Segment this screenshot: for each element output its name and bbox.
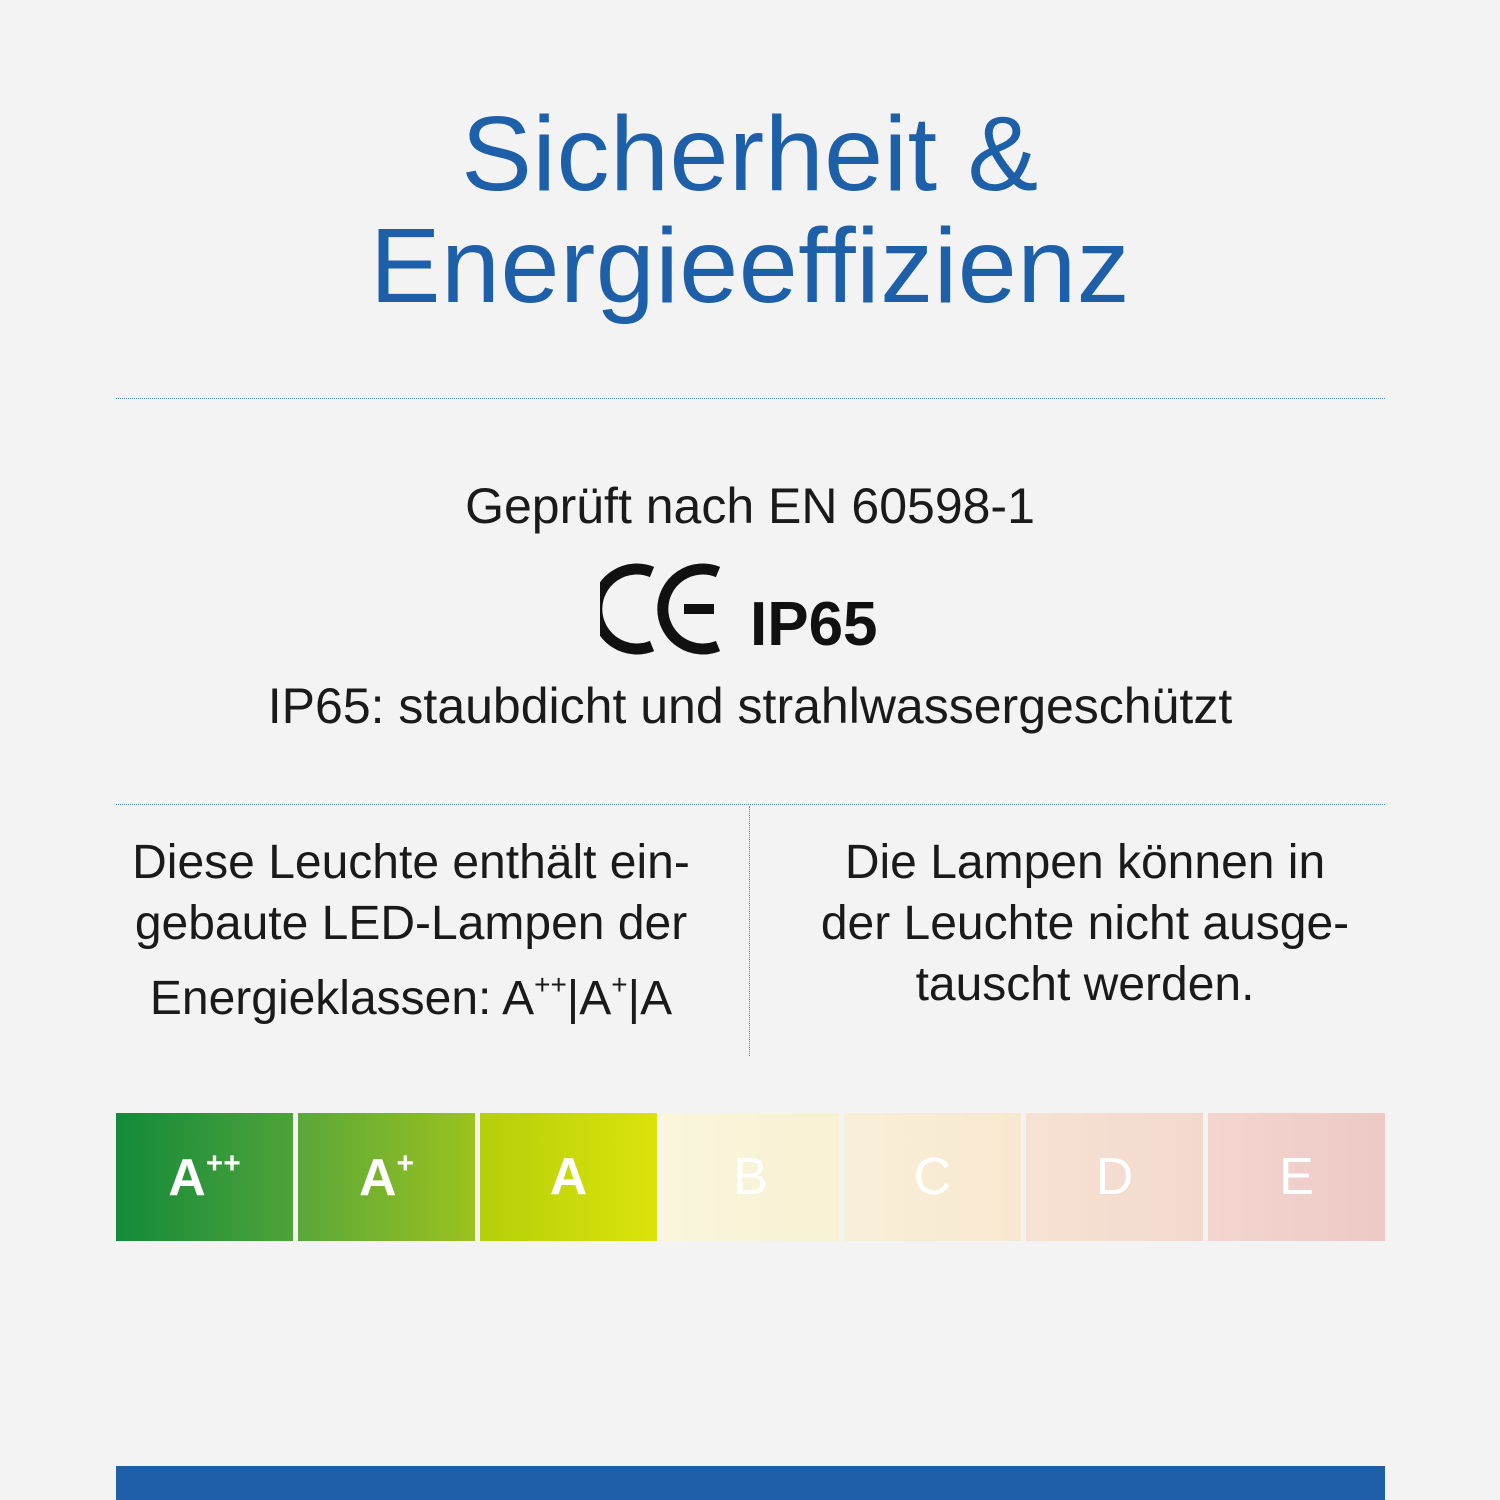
energy-class-e [1208,1113,1385,1241]
energy-class-aplusplus [116,1113,293,1241]
replace-note-line-1: Die Lampen können in [844,836,1326,889]
energy-class-aplus [298,1113,475,1241]
led-note-line-2: gebaute LED-Lampen der [134,897,688,950]
page-title [0,95,1500,325]
divider-vertical [749,806,750,1056]
energy-class-label: A [549,1148,588,1206]
energy-class-label: B [733,1148,768,1206]
ip-rating-badge: IP65 [750,590,878,659]
energy-class-c [844,1113,1021,1241]
tested-standard-text: Geprüft nach EN 60598-1 [465,478,1035,534]
energy-class-d [1026,1113,1203,1241]
certification-marks [600,560,920,660]
replace-note-line-2: der Leuchte nicht ausge- [820,897,1350,950]
energy-class-label: A+ [358,1146,415,1207]
ip-description: IP65: staubdicht und strahlwassergeschützt [267,678,1233,734]
divider-middle [116,804,1385,805]
energy-class-label: A++ [168,1146,241,1207]
replace-note-line-3: tauscht werden. [915,958,1255,1011]
ce-mark-icon [600,560,730,660]
footer-bar [116,1466,1385,1500]
led-note-line-1: Diese Leuchte enthält ein- [132,836,690,889]
lamps-replace-note [790,832,1380,1015]
title-line-2: Energieeffizienz [369,207,1131,325]
energy-class-label: C [913,1148,952,1206]
divider-top [116,398,1385,399]
energy-class-scale [116,1113,1385,1241]
energy-class-a [480,1113,657,1241]
energy-class-b [662,1113,839,1241]
led-note-line-3: Energieklassen: A++|A+|A [149,969,673,1025]
led-lamps-note [116,832,706,1029]
energy-class-label: E [1279,1148,1314,1206]
title-line-1: Sicherheit & [461,95,1039,213]
energy-class-label: D [1095,1148,1134,1206]
